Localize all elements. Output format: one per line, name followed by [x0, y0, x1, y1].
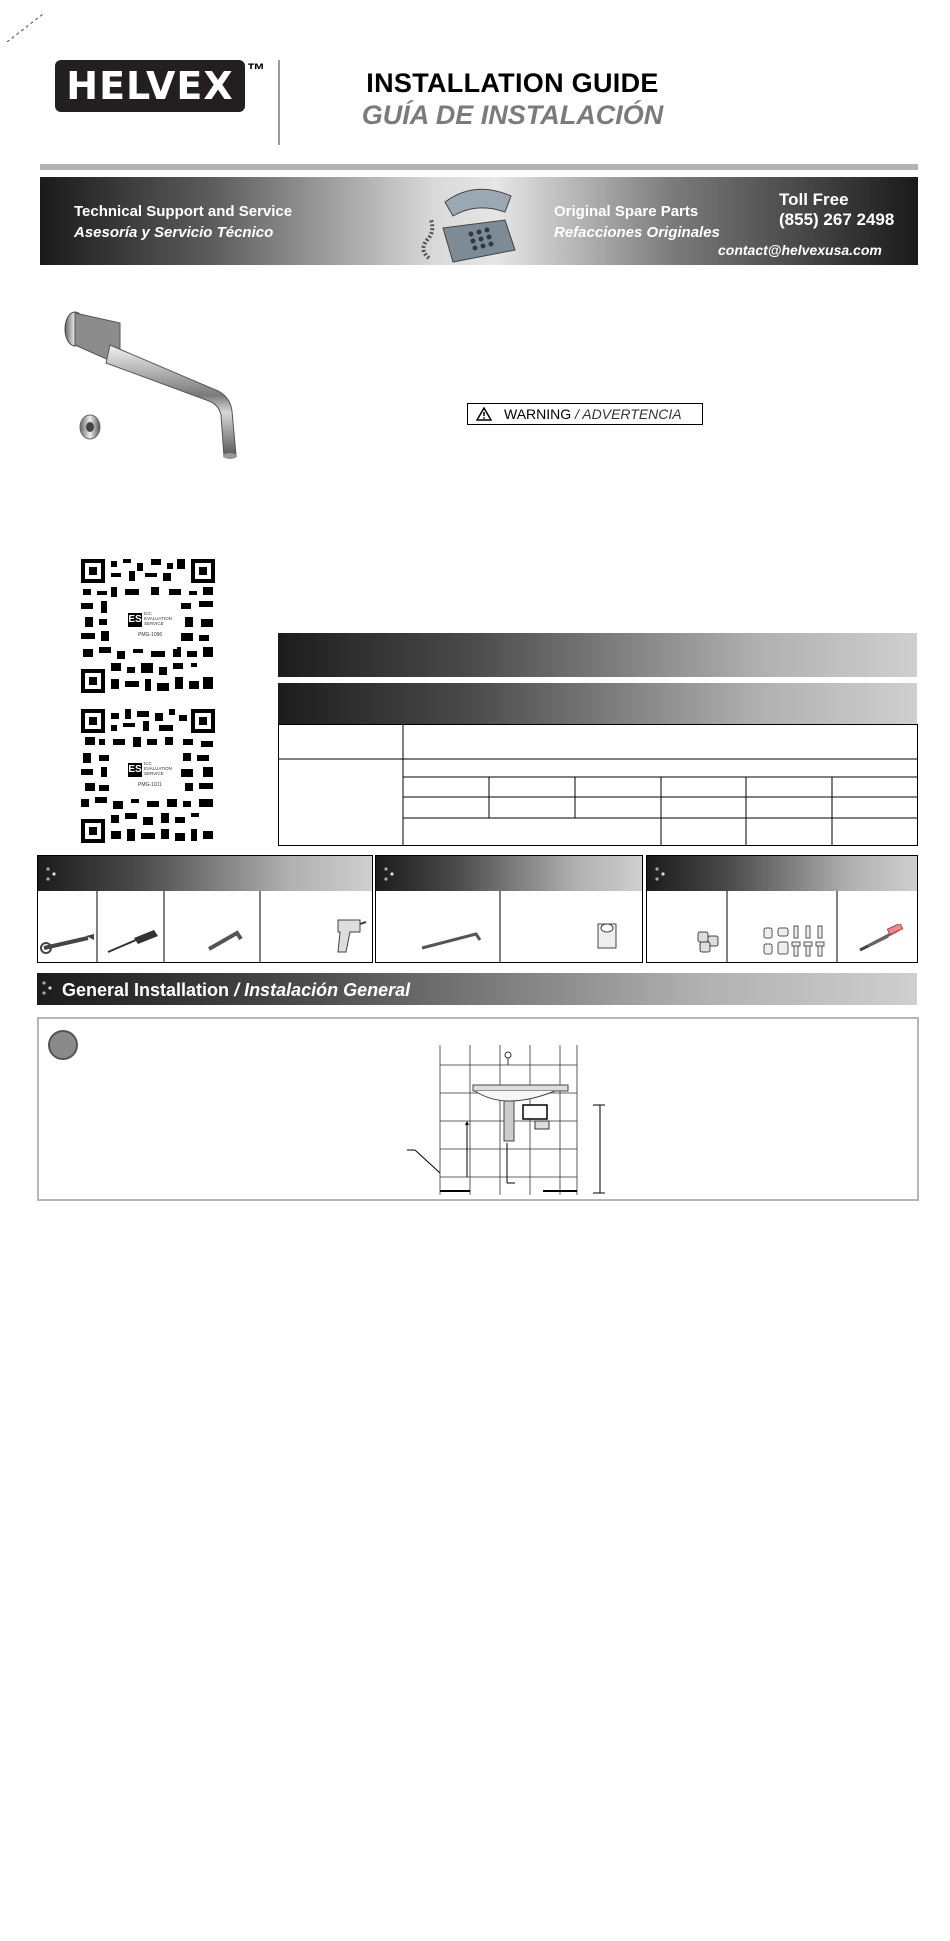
toll-free-phone[interactable]: (855) 267 2498	[779, 210, 895, 229]
toll-free-label: Toll Free	[779, 190, 849, 209]
logo-text: HELVEX	[66, 64, 234, 108]
support-label-es: Asesoría y Servicio Técnico	[74, 224, 274, 241]
trademark-symbol: ™	[247, 60, 265, 80]
es-badge-1: ES	[128, 614, 142, 625]
spare-parts-label-en: Original Spare Parts	[554, 203, 699, 220]
general-installation-title: General Installation / Instalación General	[62, 980, 411, 1000]
qr-code-1-id: PMG-1096	[138, 632, 163, 638]
warning-triangle-icon	[476, 407, 492, 421]
contact-email[interactable]: contact@helvexusa.com	[718, 242, 882, 258]
header-rule	[40, 164, 918, 170]
page-title: INSTALLATION GUIDE	[366, 68, 659, 98]
qr-code-2-id: PMG-1101	[138, 782, 162, 788]
es-badge-1-text: ICC EVALUATION SERVICE	[144, 611, 172, 626]
step-1-circle	[48, 1030, 78, 1060]
qr-code-2[interactable]	[81, 709, 215, 843]
pipe-fittings-icon	[694, 926, 724, 956]
es-badge-2: ES	[128, 764, 142, 775]
bullet-dots-icon	[45, 866, 57, 882]
warning-box	[467, 403, 703, 425]
bullet-dots-icon	[41, 980, 53, 996]
tools-panel-2-header	[376, 856, 642, 891]
screwdriver-icon	[104, 928, 160, 956]
section-bar-1	[278, 633, 917, 677]
support-label-en: Technical Support and Service	[74, 203, 293, 220]
qr-code-1[interactable]	[81, 559, 215, 693]
allen-key-icon	[205, 925, 249, 955]
long-allen-key-icon	[420, 928, 484, 952]
helvex-logo	[55, 60, 245, 112]
bullet-dots-icon	[654, 866, 666, 882]
cut-line	[5, 12, 45, 42]
installation-diagram	[405, 1045, 620, 1195]
tools-panel-3-header	[647, 856, 917, 891]
telephone-icon	[415, 178, 525, 266]
spare-parts-label-es: Refacciones Originales	[554, 224, 720, 241]
specs-table	[278, 724, 918, 846]
header-divider	[278, 60, 280, 145]
teflon-tape-icon	[592, 918, 624, 956]
faucet-image	[50, 305, 250, 465]
drill-icon	[332, 912, 368, 956]
tools-panel-1-header	[38, 856, 372, 891]
section-bar-2	[278, 683, 917, 724]
warning-label: WARNING	[504, 406, 572, 422]
connectors-icon	[762, 924, 832, 958]
bullet-dots-icon	[383, 866, 395, 882]
warning-label-es: / ADVERTENCIA	[575, 406, 682, 422]
page-title-spanish: GUÍA DE INSTALACIÓN	[361, 100, 664, 130]
wall-anchors-screws-icon	[858, 924, 906, 954]
adjustable-wrench-icon	[40, 930, 96, 956]
es-badge-2-text: ICC EVALUATION SERVICE	[144, 761, 172, 776]
